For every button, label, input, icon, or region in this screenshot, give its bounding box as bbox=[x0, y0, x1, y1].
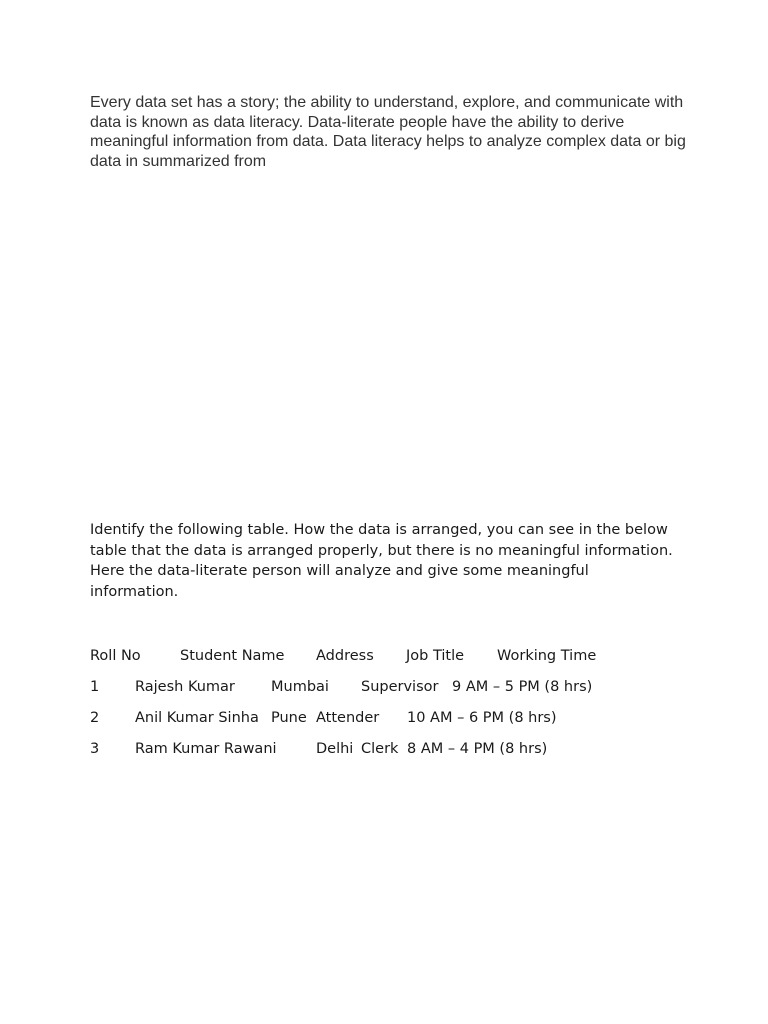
cell-student-name: Ram Kumar Rawani bbox=[135, 741, 277, 757]
header-roll-no: Roll No bbox=[90, 648, 141, 664]
cell-roll-no: 3 bbox=[90, 741, 100, 757]
header-address: Address bbox=[316, 648, 374, 664]
header-working-time: Working Time bbox=[497, 648, 597, 664]
cell-job-title: Attender bbox=[316, 710, 380, 726]
cell-roll-no: 2 bbox=[90, 710, 100, 726]
cell-address: Pune bbox=[271, 710, 307, 726]
cell-job-title: Supervisor bbox=[361, 679, 439, 695]
cell-address: Delhi bbox=[316, 741, 354, 757]
cell-working-time: 10 AM – 6 PM (8 hrs) bbox=[407, 710, 557, 726]
cell-working-time: 9 AM – 5 PM (8 hrs) bbox=[452, 679, 593, 695]
header-job-title: Job Title bbox=[406, 648, 465, 664]
cell-roll-no: 1 bbox=[90, 679, 100, 695]
intro-paragraph: Every data set has a story; the ability to understand, explore, and communicate with data is known as data literacy. Data-literate people have the ability to derive meaningful information from data. Data literacy helps to analyze complex data or big data in summarized from bbox=[90, 94, 686, 170]
cell-job-title: Clerk bbox=[361, 741, 399, 757]
cell-address: Mumbai bbox=[271, 679, 329, 695]
cell-working-time: 8 AM – 4 PM (8 hrs) bbox=[407, 741, 548, 757]
cell-student-name: Anil Kumar Sinha bbox=[135, 710, 259, 726]
cell-student-name: Rajesh Kumar bbox=[135, 679, 235, 695]
table-intro-paragraph: Identify the following table. How the data is arranged, you can see in the below table that the data is arranged properly, but there is no meaningful information. Here the data-literate person will analyze and give some meaningful information. bbox=[90, 522, 673, 601]
header-student-name: Student Name bbox=[180, 648, 285, 664]
